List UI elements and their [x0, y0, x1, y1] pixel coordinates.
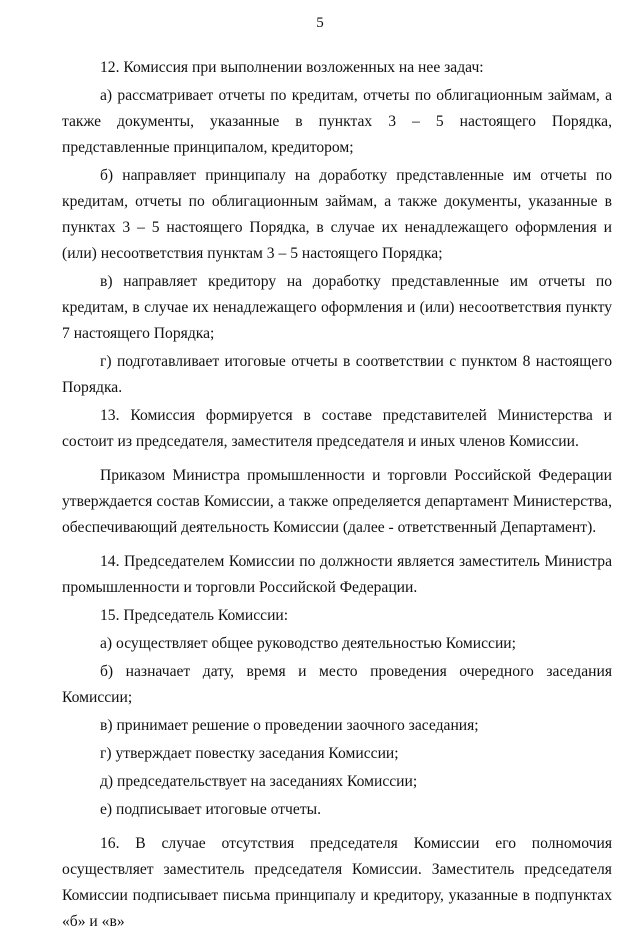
paragraph-15-a: а) осуществляет общее руководство деятельностью Комиссии;: [100, 635, 516, 652]
paragraph-15-g: г) утверждает повестку заседания Комиссии;: [100, 745, 399, 762]
paragraph-16: 16. В случае отсутствия председателя Комиссии его полномочия осуществляет заместитель председателя Комиссии. Заместитель председателя Комиссии подписывает письма принципалу и кредитору, указанные в подпунктах «б» и «в»: [62, 835, 612, 930]
paragraph-15-b: б) назначает дату, время и место проведения очередного заседания Комиссии;: [62, 663, 612, 706]
paragraph-15: 15. Председатель Комиссии:: [100, 607, 289, 624]
paragraph-13-order: Приказом Министра промышленности и торговли Российской Федерации утверждается состав Комиссии, а также определяется департамент Министерства, обеспечивающий деятельность Комиссии (далее - ответственный Департамент).: [62, 467, 612, 536]
document-body: [62, 55, 612, 937]
paragraph-12-a: а) рассматривает отчеты по кредитам, отчеты по облигационным займам, а также документы, указанные в пунктах 3 – 5 настоящего Порядка, представленные принципалом, кредитором;: [62, 87, 612, 156]
paragraph-14: 14. Председателем Комиссии по должности является заместитель Министра промышленности и торговли Российской Федерации.: [62, 553, 612, 596]
paragraph-12-g: г) подготавливает итоговые отчеты в соответствии с пунктом 8 настоящего Порядка.: [62, 353, 612, 396]
page-number: 5: [316, 15, 324, 31]
paragraph-15-d: д) председательствует на заседаниях Комиссии;: [100, 773, 418, 790]
paragraph-12-b: б) направляет принципалу на доработку представленные им отчеты по кредитам, отчеты по облигационным займам, а также документы, указанные в пунктах 3 – 5 настоящего Порядка, в случае их ненадлежащего оформления и (или) несоответствия пунктам 3 – 5 настоящего Порядка;: [62, 167, 612, 262]
paragraph-12: 12. Комиссия при выполнении возложенных на нее задач:: [100, 59, 484, 76]
paragraph-15-v: в) принимает решение о проведении заочного заседания;: [100, 717, 479, 734]
paragraph-15-e: е) подписывает итоговые отчеты.: [100, 801, 322, 818]
paragraph-13: 13. Комиссия формируется в составе представителей Министерства и состоит из председателя, заместителя председателя и иных членов Комиссии.: [62, 407, 612, 450]
paragraph-12-v: в) направляет кредитору на доработку представленные им отчеты по кредитам, в случае их ненадлежащего оформления и (или) несоответствия пункту 7 настоящего Порядка;: [62, 273, 612, 342]
